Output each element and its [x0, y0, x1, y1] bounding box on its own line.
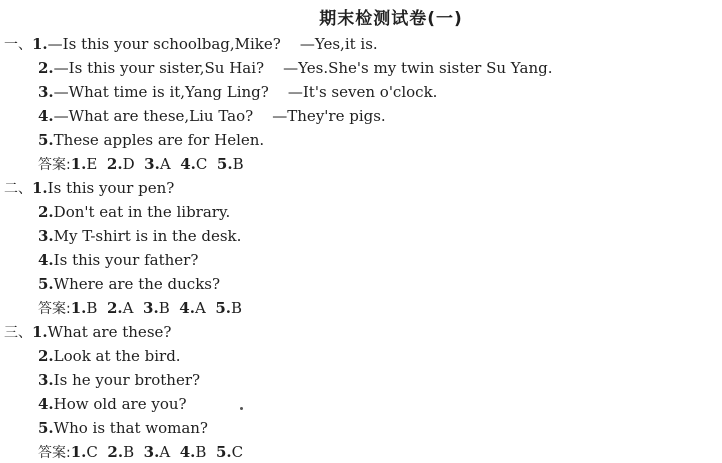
answer-label: 答案: — [38, 445, 71, 461]
section-3-item-1: 三、1.What are these? — [4, 323, 172, 341]
page-title: 期末检测试卷(一) — [319, 9, 463, 29]
section-1-item-5: 5.These apples are for Helen. — [38, 131, 265, 149]
answer-label: 答案: — [38, 157, 71, 173]
section-1-answers: 答案:1.E 2.D 3.A 4.C 5.B — [38, 155, 244, 173]
section-3-answers: 答案:1.C 2.B 3.A 4.B 5.C — [38, 443, 244, 461]
section-2-item-2: 2.Don't eat in the library. — [38, 203, 231, 221]
section-1-item-4: 4.—What are these,Liu Tao? —They're pigs. — [38, 107, 386, 125]
section-2-item-4: 4.Is this your father? — [38, 251, 199, 269]
scan-speck — [240, 407, 243, 410]
section-marker: 二、 — [4, 181, 32, 197]
section-2-answers: 答案:1.B 2.A 3.B 4.A 5.B — [38, 299, 243, 317]
section-2-item-3: 3.My T-shirt is in the desk. — [38, 227, 242, 245]
section-2-item-1: 二、1.Is this your pen? — [4, 179, 175, 197]
section-3-item-2: 2.Look at the bird. — [38, 347, 181, 365]
section-2-item-5: 5.Where are the ducks? — [38, 275, 221, 293]
answer-label: 答案: — [38, 301, 71, 317]
section-3-item-5: 5.Who is that woman? — [38, 419, 208, 437]
section-3-item-3: 3.Is he your brother? — [38, 371, 201, 389]
section-3-item-4: 4.How old are you? — [38, 395, 187, 413]
section-1-item-2: 2.—Is this your sister,Su Hai? —Yes.She's my twin sister Su Yang. — [38, 59, 553, 77]
section-marker: 三、 — [4, 325, 32, 341]
section-marker: 一、 — [4, 37, 32, 53]
section-1-item-3: 3.—What time is it,Yang Ling? —It's seven o'clock. — [38, 83, 438, 101]
section-1-item-1: 一、1.—Is this your schoolbag,Mike? —Yes,it is. — [4, 35, 378, 53]
